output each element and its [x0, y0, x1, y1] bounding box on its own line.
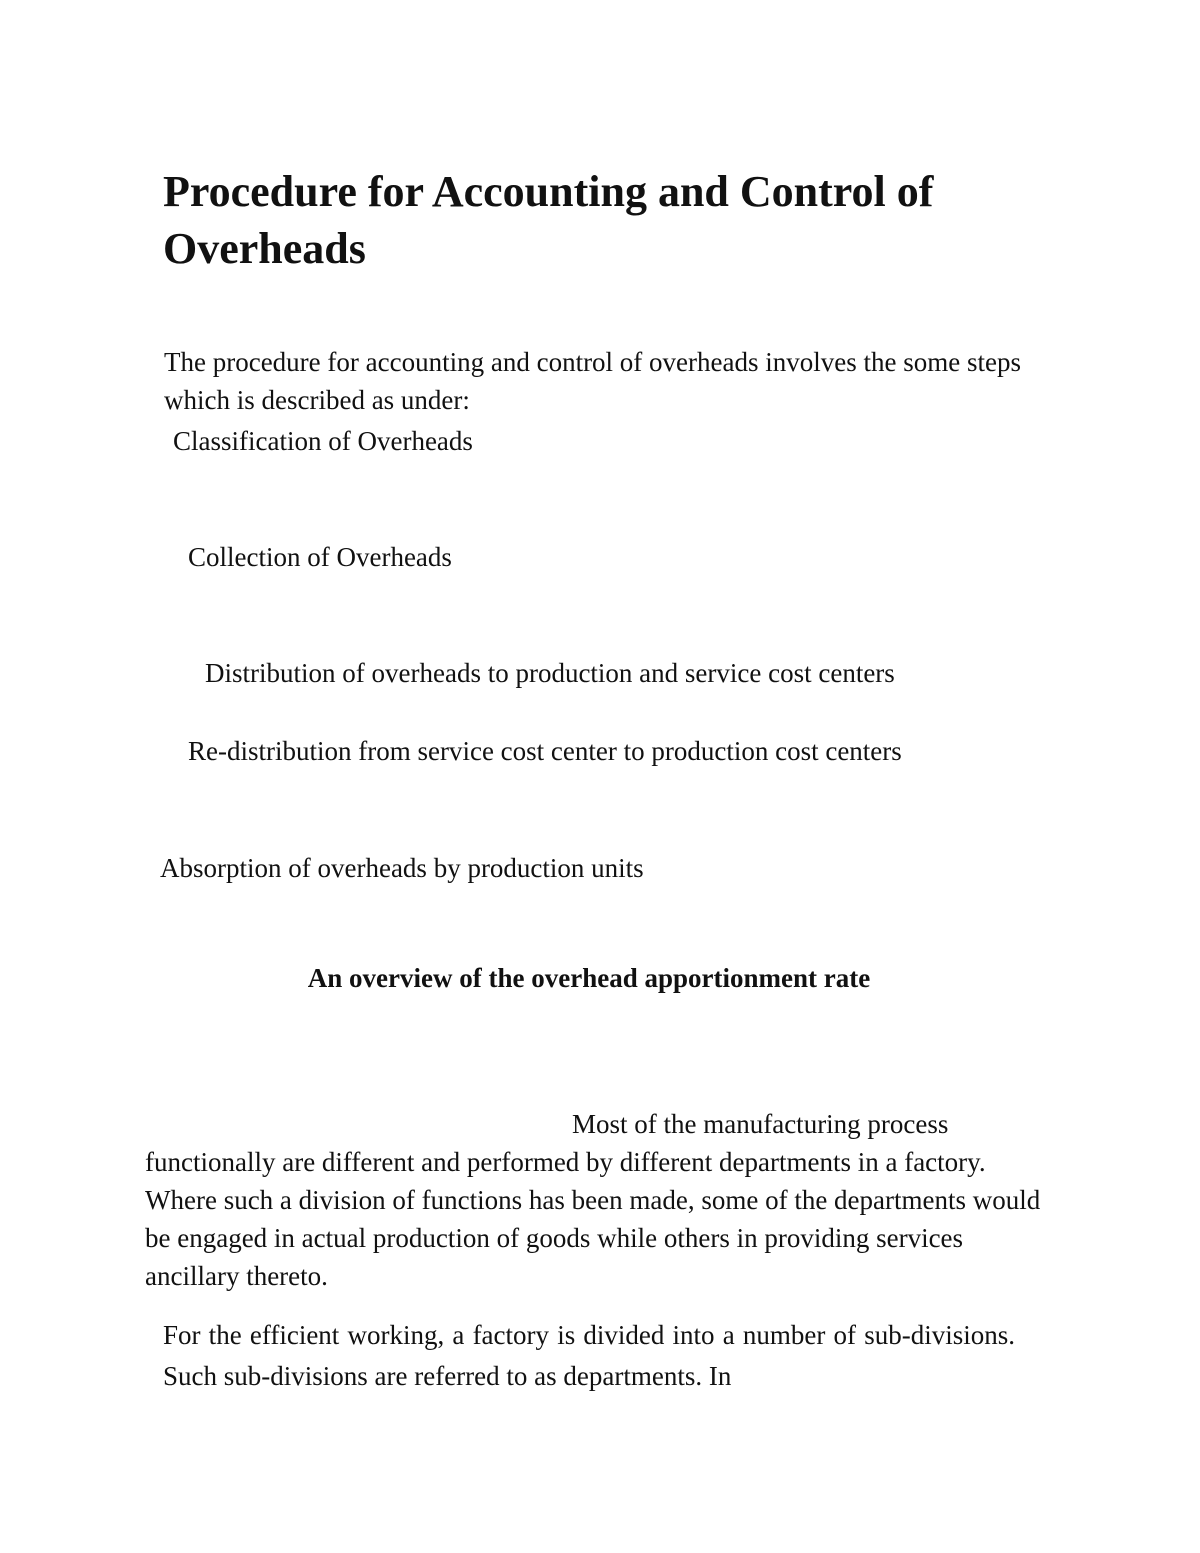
body-paragraph-1: Most of the manufacturing process functionally are different and performed by different departments in a factory. Where such a division of functions has been made, some of the departments would be engaged in actual production of goods while others in providing services ancillary thereto. — [145, 1109, 1041, 1291]
intro-paragraph: The procedure for accounting and control of overheads involves the some steps which is described as under: — [164, 347, 1021, 415]
page-title: Procedure for Accounting and Control of Overheads — [163, 167, 934, 273]
step-absorption: Absorption of overheads by production units — [160, 853, 644, 883]
body-paragraph-2: For the efficient working, a factory is divided into a number of sub-divisions. Such sub-divisions are referred to as departments. In — [163, 1320, 1015, 1391]
step-redistribution: Re-distribution from service cost center to production cost centers — [188, 736, 902, 766]
step-collection: Collection of Overheads — [188, 542, 452, 572]
step-classification: Classification of Overheads — [173, 426, 473, 456]
step-distribution: Distribution of overheads to production and service cost centers — [205, 658, 895, 688]
section-subheading: An overview of the overhead apportionment rate — [307, 963, 871, 993]
